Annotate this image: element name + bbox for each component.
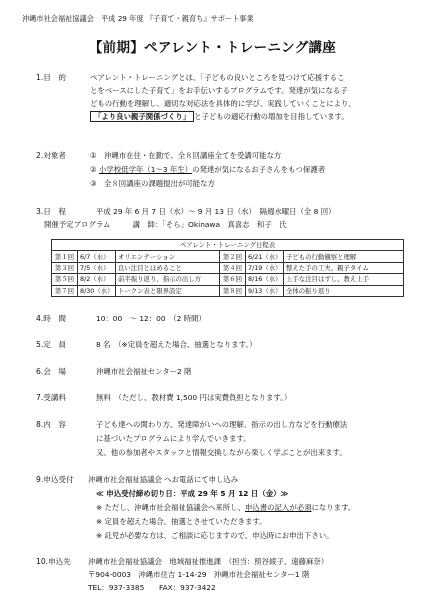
session-date: 7/5（水） bbox=[78, 262, 116, 273]
session-topic: 前半振り返り、指示の出し方 bbox=[116, 274, 220, 285]
schedule-table-caption: ペアレント・トレーニング日程表 bbox=[52, 240, 404, 251]
purpose-line-1: ペアレント・トレーニングとは、「子どもの良いところを見つけて応援するこ bbox=[90, 73, 345, 82]
session-topic: 子どもの行動観察と理解 bbox=[284, 251, 404, 262]
application-form-required: 申込書の記入が必須 bbox=[244, 503, 312, 512]
session-date: 8/2（水） bbox=[78, 274, 116, 285]
content-label: 8.内 容 bbox=[36, 420, 67, 429]
fee-value: 無料 （ただし、教材費 1,500 円は実費負担となります。） bbox=[96, 393, 292, 402]
session-date: 6/21（水） bbox=[246, 251, 284, 262]
session-topic: 全体の振り返り bbox=[284, 285, 404, 296]
fee-label: 7.受講料 bbox=[36, 393, 67, 402]
session-no: 第２回 bbox=[220, 251, 246, 262]
contact-address: 〒904-0003 沖縄市住吉 1-14-29 沖縄市社会福祉センター1 階 bbox=[88, 570, 310, 579]
session-no: 第３回 bbox=[52, 262, 78, 273]
session-date: 8/30（水） bbox=[78, 285, 116, 296]
table-row bbox=[52, 285, 404, 296]
table-row bbox=[52, 262, 404, 273]
application-note-1-a: ※ ただし、沖縄市社会福祉協議会へ来所し、 bbox=[96, 503, 245, 512]
purpose-line-3: どもの行動を理解し、適切な対応法を具体的に学び、実践していくことにより、 bbox=[90, 99, 356, 108]
contact-label: 10.申込先 bbox=[36, 557, 71, 566]
purpose-line-2: とをベースにした子育て」をお手伝いするプログラムです。発達が気になる子 bbox=[90, 86, 348, 95]
contact-phone: TEL：937-3385 FAX：937-3422 bbox=[88, 583, 216, 592]
application-line-1: 沖縄市社会福祉協議会 へお電話にて申し込み bbox=[88, 475, 239, 484]
target-label: 2.対象者 bbox=[36, 151, 67, 160]
target-item-2-rest: の発達が気になるお子さんをもつ保護者 bbox=[192, 165, 326, 174]
session-no: 第１回 bbox=[52, 251, 78, 262]
program-info: 開催予定プログラム 講 師：「そら」Okinawa 真喜志 和子 氏 bbox=[44, 220, 287, 229]
time-value: 10：00 ～ 12：00 （2 時間） bbox=[96, 314, 206, 323]
session-no: 第４回 bbox=[220, 262, 246, 273]
application-note-3: ※ 託児が必要な方は、ご相談に応じますので、申込時にお申出下さい。 bbox=[96, 531, 334, 540]
application-label: 9.申込受付 bbox=[36, 475, 74, 484]
capacity-value: 8 名 （※定員を超えた場合、抽選となります。） bbox=[96, 340, 257, 349]
target-item-2 bbox=[90, 164, 325, 175]
application-note-2: ※ 定員を超えた場合、抽選とさせていただきます。 bbox=[96, 517, 267, 526]
page-title: 【前期】ペアレント・トレーニング講座 bbox=[88, 40, 337, 56]
table-row bbox=[52, 274, 404, 285]
capacity-label: 5.定 員 bbox=[36, 340, 67, 349]
session-date: 8/16（水） bbox=[246, 274, 284, 285]
session-topic: 良い注目とほめること bbox=[116, 262, 220, 273]
table-row bbox=[52, 251, 404, 262]
venue-value: 沖縄市社会福祉センター2 階 bbox=[96, 367, 192, 376]
content-line-3: 又、他の参加者やスタッフと情報交換しながら楽しく学ぶことが出来ます。 bbox=[96, 448, 347, 457]
purpose-line-4-rest: と子どもの適応行動の増加を目指しています。 bbox=[194, 112, 349, 121]
purpose-emphasis: 「より良い親子関係づくり」 bbox=[90, 111, 194, 122]
session-date: 9/13（水） bbox=[246, 285, 284, 296]
session-no: 第８回 bbox=[220, 285, 246, 296]
schedule-dates: 平成 29 年 6 月 7 日（水）～ 9 月 13 日（水） 隔週水曜日（全 8 回） bbox=[96, 207, 336, 216]
session-topic: 整えた手の工夫、親子タイム bbox=[284, 262, 404, 273]
session-no: 第５回 bbox=[52, 274, 78, 285]
venue-label: 6.会 場 bbox=[36, 367, 67, 376]
schedule-table bbox=[51, 239, 404, 297]
schedule-label: 3.日 程 bbox=[36, 207, 67, 216]
application-note-1-b: になります。 bbox=[311, 503, 356, 512]
application-note-1 bbox=[96, 502, 355, 513]
session-topic: 上手な注目はずし、教え上手 bbox=[284, 274, 404, 285]
session-date: 6/7（水） bbox=[78, 251, 116, 262]
target-item-1: ① 沖縄市在住・在勤で、全８回講座全てを受講可能な方 bbox=[90, 151, 282, 160]
session-topic: トークン表と限界設定 bbox=[116, 285, 220, 296]
target-item-3: ③ 全８回講座の課題提出が可能な方 bbox=[90, 179, 215, 188]
purpose-line-4 bbox=[90, 111, 349, 122]
session-date: 7/19（水） bbox=[246, 262, 284, 273]
content-line-2: に基づいたプログラムにより学んでいきます。 bbox=[96, 434, 251, 443]
session-topic: オリエンテーション bbox=[116, 251, 220, 262]
content-line-1: 子ども達への関わり方、発達障がいへの理解、指示の出し方などを行動療法 bbox=[96, 420, 348, 429]
target-item-2-num: ② bbox=[90, 165, 97, 174]
document-header: 沖縄市社会福祉協議会 平成 29 年度 『子育て・親育ち』サポート事業 bbox=[22, 14, 254, 23]
time-label: 4.時 間 bbox=[36, 314, 67, 323]
session-no: 第６回 bbox=[220, 274, 246, 285]
application-deadline: ≪ 申込受付締め切り日：平成 29 年 5 月 12 日（金）≫ bbox=[96, 489, 289, 498]
purpose-label: 1.目 的 bbox=[36, 73, 67, 82]
session-no: 第７回 bbox=[52, 285, 78, 296]
target-item-2-grade: 小学校低学年（1～3 年生） bbox=[99, 165, 193, 174]
contact-org: 沖縄市社会福祉協議会 地域福祉推進課 （担当：照谷綾子、遠藤麻奈） bbox=[88, 557, 329, 566]
